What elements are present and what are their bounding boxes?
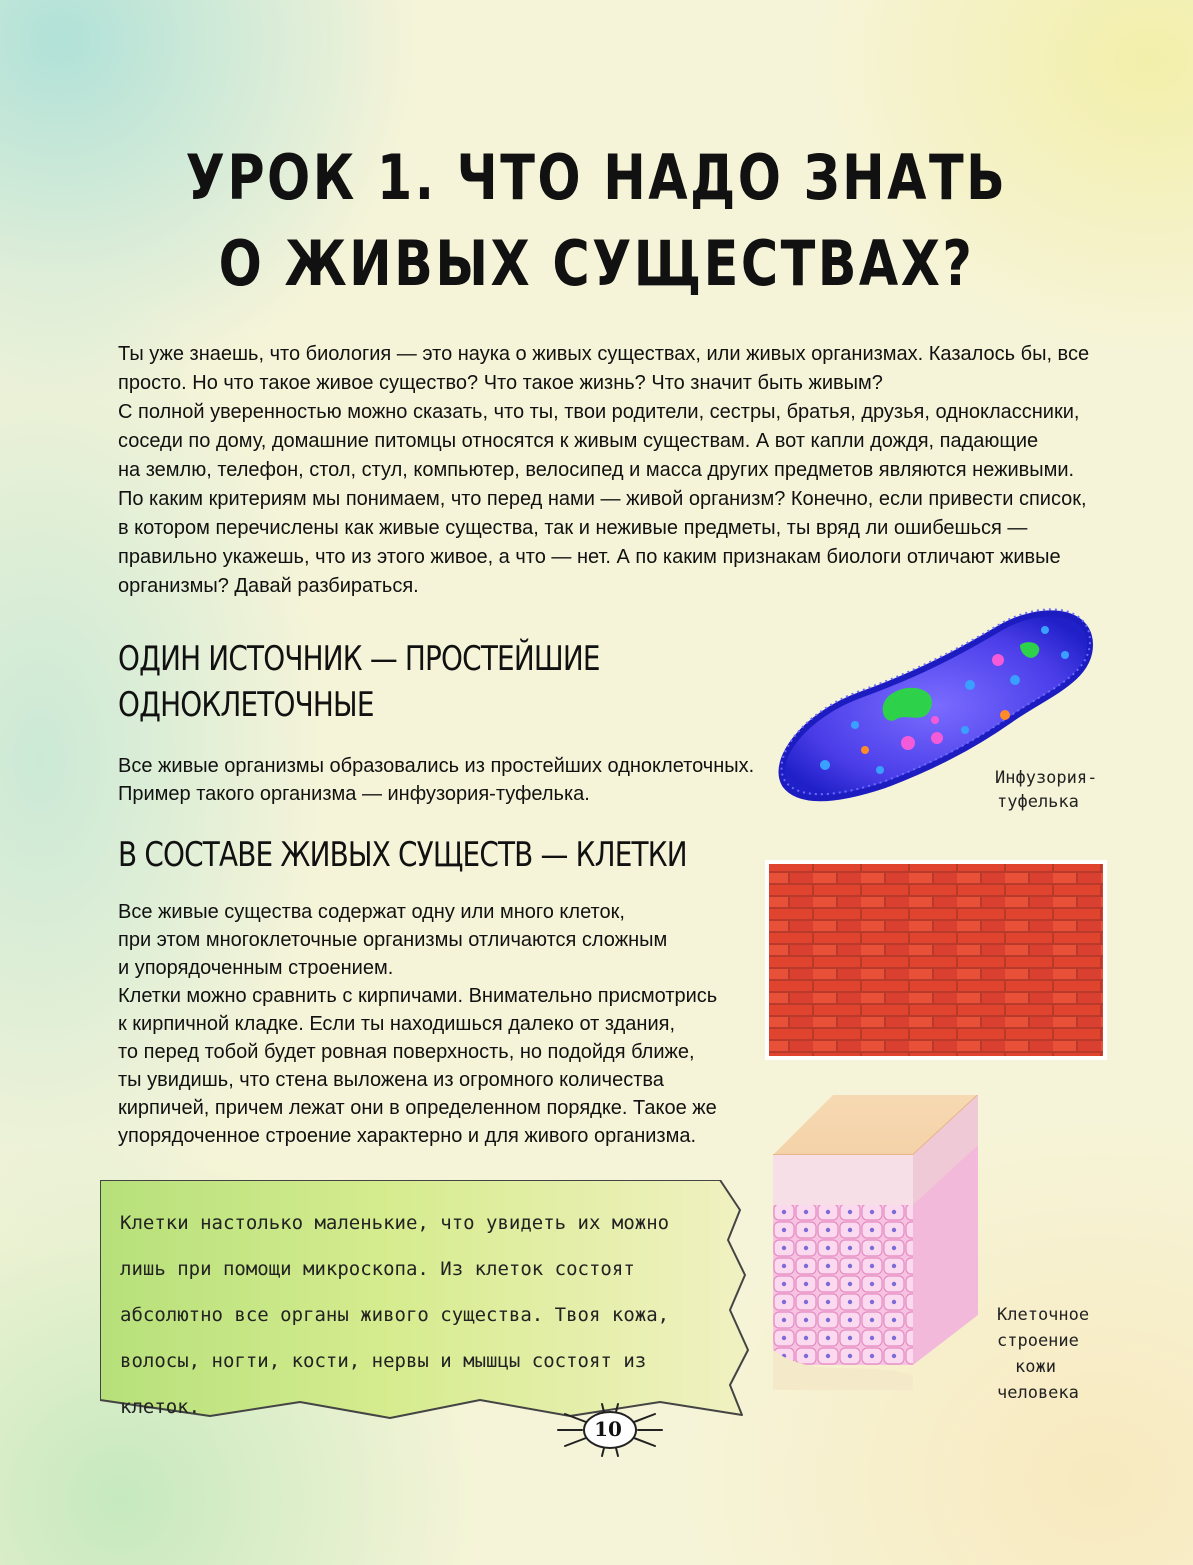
body-line: Все живые организмы образовались из простейших одноклеточных. — [118, 755, 755, 777]
section-heading-line: В СОСТАВЕ ЖИВЫХ СУЩЕСТВ — КЛЕТКИ — [118, 835, 687, 875]
paramecium-caption — [995, 766, 1097, 814]
intro-line: соседи по дому, домашние питомцы относятся к живым существам. А вот капли дождя, падающие — [118, 430, 1039, 452]
caption-line: туфелька — [997, 792, 1079, 812]
intro-line: С полной уверенностью можно сказать, что ты, твои родители, сестры, братья, друзья, одноклассники, — [118, 401, 1080, 423]
section-heading-line: ОДНОКЛЕТОЧНЫЕ — [118, 685, 374, 725]
intro-line: в котором перечислены как живые существа, так и неживые предметы, ты вряд ли ошибешься — — [118, 517, 1028, 539]
title-line-2: О ЖИВЫХ СУЩЕСТВАХ? — [218, 227, 975, 300]
body-line: ты увидишь, что стена выложена из огромного количества — [118, 1069, 664, 1091]
body-line: Клетки можно сравнить с кирпичами. Внимательно присмотрись — [118, 985, 718, 1007]
body-line: то перед тобой будет ровная поверхность, но подойдя ближе, — [118, 1041, 695, 1063]
body-line: к кирпичной кладке. Если ты находишься далеко от здания, — [118, 1013, 676, 1035]
title-line-1: УРОК 1. ЧТО НАДО ЗНАТЬ — [185, 141, 1008, 214]
caption-line: человека — [997, 1383, 1079, 1403]
caption-line: Инфузория- — [995, 768, 1098, 788]
intro-line: просто. Но что такое живое существо? Что такое жизнь? Что значит быть живым? — [118, 372, 883, 394]
note-line: лишь при помощи микроскопа. Из клеток состоят — [120, 1258, 635, 1280]
caption-line: кожи — [1015, 1357, 1056, 1377]
body-line: кирпичей, причем лежат они в определенном порядке. Такое же — [118, 1097, 717, 1119]
page-title — [107, 135, 1085, 307]
caption-line: Клеточное — [997, 1305, 1090, 1325]
section-heading-single-celled — [118, 636, 600, 728]
intro-line: на землю, телефон, стол, стул, компьютер, велосипед и масса других предметов являются неживыми. — [118, 459, 1075, 481]
intro-paragraph — [118, 340, 1108, 601]
body-line: при этом многоклеточные организмы отличаются сложным — [118, 929, 668, 951]
note-line: волосы, ногти, кости, нервы и мышцы состоят из клеток. — [120, 1350, 647, 1418]
body-line: и упорядоченным строением. — [118, 957, 394, 979]
skin-cells-illustration — [773, 1095, 978, 1390]
caption-line: строение — [997, 1331, 1079, 1351]
intro-line: Ты уже знаешь, что биология — это наука о живых существах, или живых организмах. Казалось бы, все — [118, 343, 1090, 365]
section-cells-text — [118, 898, 758, 1150]
intro-line: организмы? Давай разбираться. — [118, 575, 419, 597]
skin-caption — [997, 1302, 1089, 1406]
page-number: 10 — [594, 1417, 622, 1441]
body-line: упорядоченное строение характерно и для живого организма. — [118, 1125, 697, 1147]
section-single-celled-text — [118, 752, 758, 808]
body-line: Все живые существа содержат одну или много клеток, — [118, 901, 625, 923]
note-line: Клетки настолько маленькие, что увидеть их можно — [120, 1212, 670, 1234]
intro-line: По каким критериям мы понимаем, что перед нами — живой организм? Конечно, если привести список, — [118, 488, 1087, 510]
section-heading-line: ОДИН ИСТОЧНИК — ПРОСТЕЙШИЕ — [118, 639, 600, 679]
note-text — [120, 1200, 720, 1430]
intro-line: правильно укажешь, что из этого живое, а что — нет. А по каким признакам биологи отличают живые — [118, 546, 1061, 568]
section-heading-cells — [118, 832, 687, 878]
note-line: абсолютно все органы живого существа. Твоя кожа, — [120, 1304, 670, 1326]
brick-wall-illustration — [765, 860, 1107, 1060]
body-line: Пример такого организма — инфузория-туфелька. — [118, 783, 590, 805]
